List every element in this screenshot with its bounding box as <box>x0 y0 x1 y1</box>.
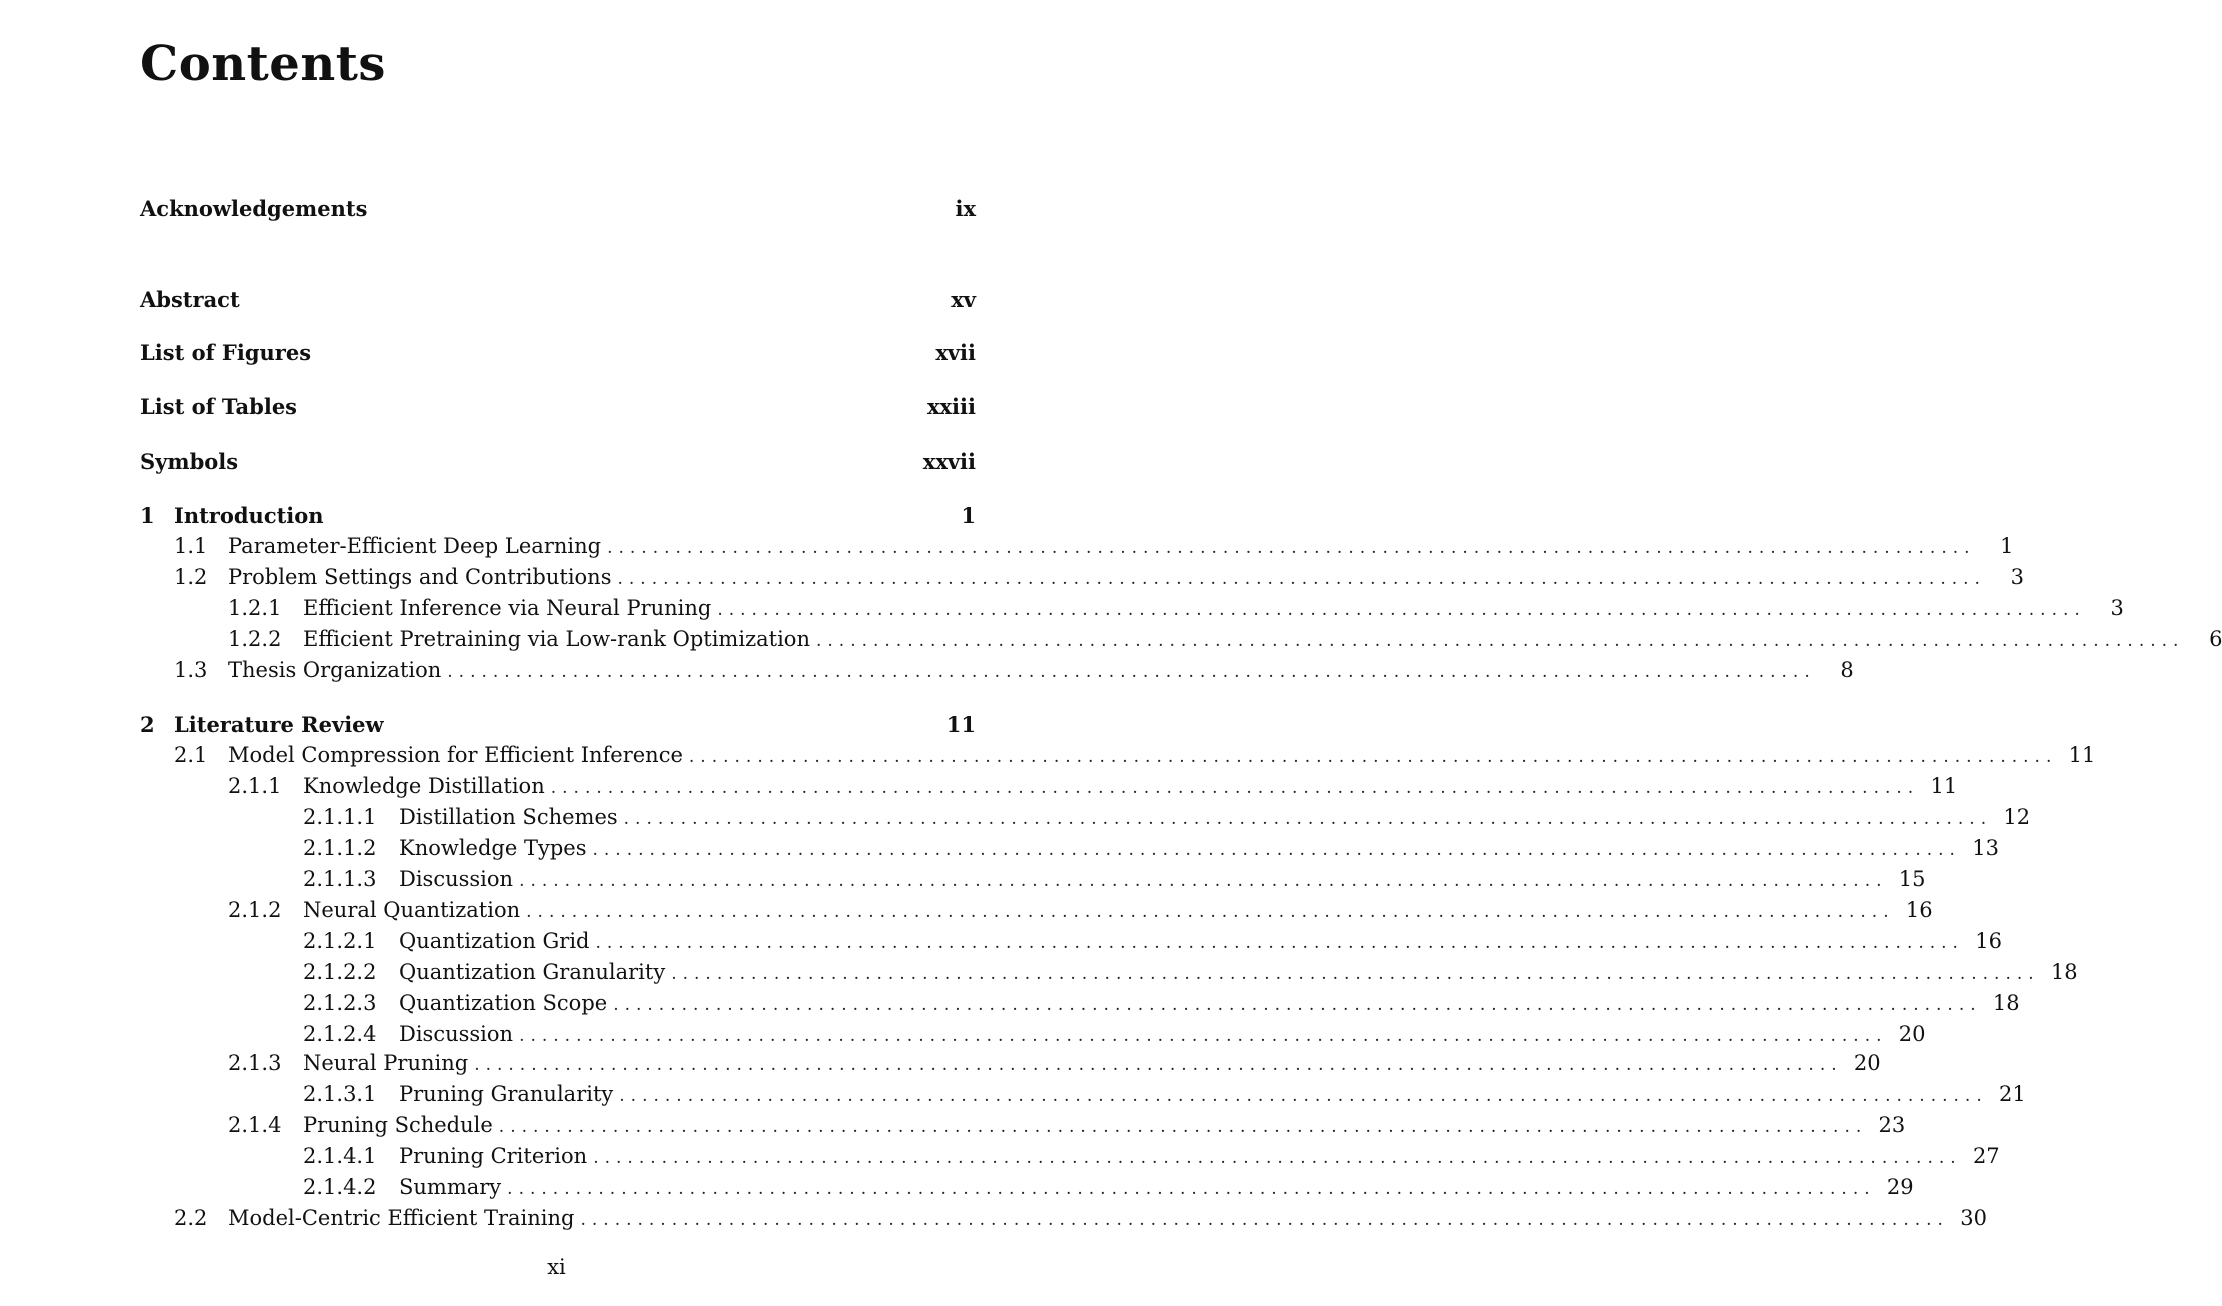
toc-entry[interactable] <box>228 774 1958 798</box>
toc-entry[interactable] <box>174 1206 1987 1230</box>
toc-entry-page: 18 <box>1992 991 2020 1015</box>
toc-entry-page: 11 <box>2068 743 2096 767</box>
toc-entry-page: 3 <box>2110 596 2124 620</box>
toc-entry-number: 2.1 <box>174 743 208 767</box>
toc-dot-leader: ........................................................................................................................ <box>593 1148 1962 1168</box>
toc-entry-title: Summary <box>399 1175 502 1199</box>
toc-entry-number: 2.1.3 <box>228 1051 282 1075</box>
toc-entry-number: 2.1.2 <box>228 898 282 922</box>
toc-entry-number: 2.1.2.1 <box>303 929 377 953</box>
toc-entry[interactable] <box>303 991 2020 1015</box>
toc-entry[interactable] <box>303 1022 1926 1046</box>
toc-entry-title: Symbols <box>140 449 239 474</box>
toc-entry-title: Parameter-Efficient Deep Learning <box>228 534 602 558</box>
toc-entry-title: Pruning Criterion <box>399 1144 588 1168</box>
toc-dot-leader: ........................................................................................................................ <box>613 995 1982 1015</box>
toc-entry-title: Model Compression for Efficient Inference <box>228 743 683 767</box>
toc-entry-number: 1.3 <box>174 658 208 682</box>
toc-entry[interactable] <box>228 1051 1881 1075</box>
toc-entry-page: 11 <box>1930 774 1958 798</box>
toc-entry-title: Pruning Granularity <box>399 1082 614 1106</box>
toc-dot-leader: ........................................................................................................................ <box>617 569 1986 589</box>
toc-entry-number: 2.1.2.3 <box>303 991 377 1015</box>
toc-entry[interactable] <box>303 929 2002 953</box>
toc-entry[interactable] <box>303 960 2078 984</box>
toc-dot-leader: ........................................................................................................................ <box>474 1055 1843 1075</box>
toc-entry-number: 1.1 <box>174 534 208 558</box>
toc-entry-number: 1 <box>140 503 155 528</box>
toc-entry-page: 21 <box>1999 1082 2026 1106</box>
toc-entry-title: List of Figures <box>140 340 312 365</box>
toc-dot-leader: ........................................................................................................................ <box>526 902 1895 922</box>
toc-dot-leader: ........................................................................................................................ <box>447 662 1816 682</box>
toc-entry-number: 2.1.3.1 <box>303 1082 377 1106</box>
toc-entry-number: 2.2 <box>174 1206 208 1230</box>
toc-entry-page: xxiii <box>927 394 976 419</box>
toc-entry[interactable] <box>303 1082 2026 1106</box>
toc-entry-number: 2 <box>140 712 155 737</box>
toc-entry-page: 16 <box>1975 929 2002 953</box>
toc-entry[interactable] <box>140 340 976 365</box>
toc-entry-number: 2.1.2.4 <box>303 1022 377 1046</box>
toc-entry-number: 2.1.4.2 <box>303 1175 377 1199</box>
toc-dot-leader: ........................................................................................................................ <box>507 1179 1876 1199</box>
toc-entry-title: Efficient Pretraining via Low-rank Optimization <box>303 627 810 651</box>
toc-entry-number: 1.2.1 <box>228 596 282 620</box>
toc-dot-leader: ........................................................................................................................ <box>671 964 2040 984</box>
toc-entry-page: 20 <box>1898 1022 1926 1046</box>
toc-entry[interactable] <box>140 287 976 312</box>
toc-entry-page: 15 <box>1898 867 1926 891</box>
toc-entry-title: Introduction <box>174 503 324 528</box>
toc-dot-leader: ........................................................................................................................ <box>619 1086 1988 1106</box>
toc-entry-page: 1 <box>2000 534 2014 558</box>
toc-entry[interactable] <box>174 565 2024 589</box>
toc-entry-number: 1.2.2 <box>228 627 282 651</box>
toc-entry-title: Quantization Scope <box>399 991 608 1015</box>
toc-entry-number: 1.2 <box>174 565 208 589</box>
toc-dot-leader: ........................................................................................................................ <box>595 933 1964 953</box>
toc-dot-leader: ........................................................................................................................ <box>688 747 2058 767</box>
toc-entry-title: Pruning Schedule <box>303 1113 493 1137</box>
toc-entry-page: 1 <box>961 503 976 528</box>
toc-entry-number: 2.1.2.2 <box>303 960 377 984</box>
toc-entry-title: Discussion <box>399 1022 514 1046</box>
toc-entry[interactable] <box>140 394 976 419</box>
toc-entry[interactable] <box>228 596 2124 620</box>
toc-entry-page: ix <box>955 196 976 221</box>
toc-entry[interactable] <box>174 743 2096 767</box>
toc-entry[interactable] <box>174 658 1854 682</box>
toc-entry-page: xv <box>951 287 976 312</box>
toc-entry[interactable] <box>228 1113 1906 1137</box>
toc-entry[interactable] <box>140 503 976 528</box>
toc-entry-number: 2.1.4.1 <box>303 1144 377 1168</box>
toc-entry-page: 12 <box>2003 805 2031 829</box>
toc-entry[interactable] <box>228 898 1933 922</box>
toc-entry[interactable] <box>140 196 976 221</box>
toc-entry-title: Model-Centric Efficient Training <box>228 1206 575 1230</box>
toc-entry-page: 30 <box>1960 1206 1987 1230</box>
toc-dot-leader: ........................................................................................................................ <box>623 809 1993 829</box>
toc-entry[interactable] <box>174 534 2014 558</box>
toc-dot-leader: ........................................................................................................................ <box>717 600 2086 620</box>
toc-entry-page: 16 <box>1905 898 1933 922</box>
toc-entry-title: Abstract <box>140 287 240 312</box>
page-title: Contents <box>140 36 386 92</box>
toc-dot-leader: ........................................................................................................................ <box>592 840 1961 860</box>
toc-entry-page: 6 <box>2209 627 2222 651</box>
toc-entry-page: 27 <box>1972 1144 2000 1168</box>
toc-entry-title: Knowledge Types <box>399 836 587 860</box>
toc-entry-title: Discussion <box>399 867 514 891</box>
toc-entry-page: xxvii <box>922 449 976 474</box>
toc-entry-title: Acknowledgements <box>140 196 368 221</box>
toc-dot-leader: ........................................................................................................................ <box>519 1026 1888 1046</box>
toc-entry-page: 23 <box>1878 1113 1906 1137</box>
toc-entry-title: Quantization Grid <box>399 929 590 953</box>
toc-entry-title: Problem Settings and Contributions <box>228 565 612 589</box>
toc-entry-page: 8 <box>1840 658 1854 682</box>
toc-entry-page: 29 <box>1886 1175 1914 1199</box>
toc-entry-number: 2.1.1 <box>228 774 282 798</box>
toc-entry[interactable] <box>303 805 2031 829</box>
toc-entry-page: 20 <box>1853 1051 1881 1075</box>
toc-dot-leader: ........................................................................................................................ <box>519 871 1888 891</box>
toc-dot-leader: ........................................................................................................................ <box>607 538 1976 558</box>
toc-entry-title: Literature Review <box>174 712 384 737</box>
toc-entry-page: 13 <box>1972 836 1999 860</box>
toc-entry-number: 2.1.1.2 <box>303 836 377 860</box>
toc-dot-leader: ........................................................................................................................ <box>498 1117 1868 1137</box>
toc-dot-leader: ........................................................................................................................ <box>580 1210 1949 1230</box>
toc-entry-title: Quantization Granularity <box>399 960 666 984</box>
toc-entry[interactable] <box>303 836 1999 860</box>
toc-entry-title: Distillation Schemes <box>399 805 618 829</box>
page-number: xi <box>547 1255 566 1279</box>
toc-entry[interactable] <box>303 867 1926 891</box>
toc-entry-title: Thesis Organization <box>228 658 442 682</box>
toc-entry-number: 2.1.1.3 <box>303 867 377 891</box>
toc-entry[interactable] <box>303 1144 2000 1168</box>
toc-entry-title: Knowledge Distillation <box>303 774 545 798</box>
toc-dot-leader: ........................................................................................................................ <box>815 631 2185 651</box>
toc-entry-number: 2.1.4 <box>228 1113 282 1137</box>
toc-entry-title: List of Tables <box>140 394 297 419</box>
toc-entry[interactable] <box>140 712 976 737</box>
toc-entry-page: xvii <box>935 340 976 365</box>
toc-entry[interactable] <box>303 1175 1914 1199</box>
toc-entry-page: 11 <box>946 712 976 737</box>
toc-entry-page: 3 <box>2010 565 2024 589</box>
toc-entry-page: 18 <box>2050 960 2078 984</box>
toc-entry-title: Neural Quantization <box>303 898 521 922</box>
toc-entry-title: Efficient Inference via Neural Pruning <box>303 596 712 620</box>
toc-entry[interactable] <box>228 627 2222 651</box>
toc-entry-number: 2.1.1.1 <box>303 805 377 829</box>
toc-entry-title: Neural Pruning <box>303 1051 469 1075</box>
toc-entry[interactable] <box>140 449 976 474</box>
toc-dot-leader: ........................................................................................................................ <box>550 778 1920 798</box>
